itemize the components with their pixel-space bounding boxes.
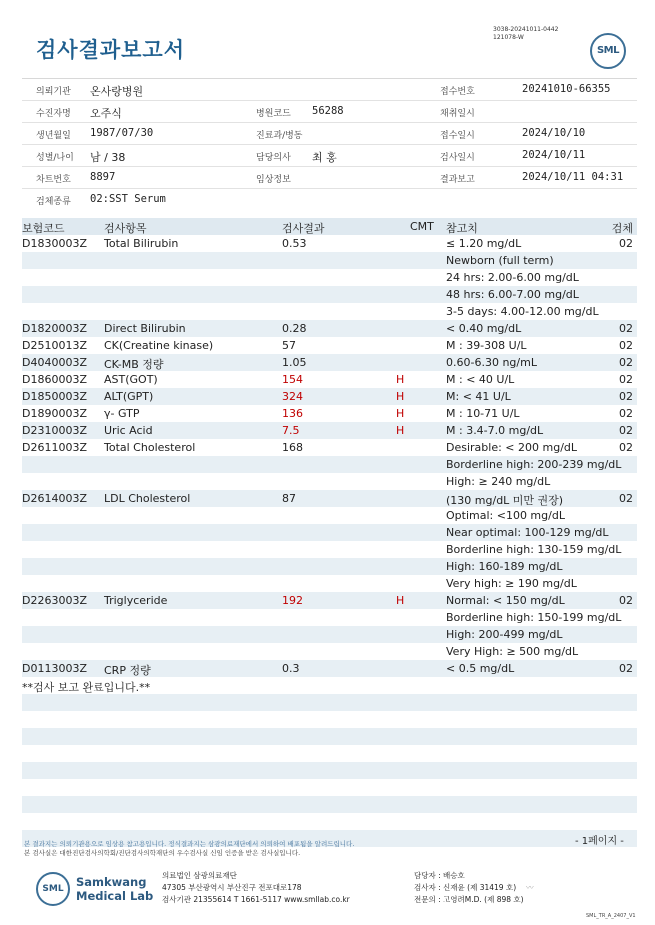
cell-result: 324	[282, 390, 303, 403]
cell-result: 154	[282, 373, 303, 386]
cell-cmt: H	[396, 373, 405, 386]
cell-code: D4040003Z	[22, 356, 87, 369]
label-specimen-type: 검체종류	[36, 197, 71, 207]
cell-result: 7.5	[282, 424, 300, 437]
label-receipt-date: 접수일시	[440, 131, 475, 141]
cell-spec: 02	[619, 407, 633, 420]
table-row	[22, 677, 637, 694]
cell-result: 192	[282, 594, 303, 607]
signature-icon: 〰︎	[526, 883, 534, 892]
table-row	[22, 235, 637, 252]
footer-staff-1: 담당자 : 배승호	[414, 871, 465, 880]
document-id	[493, 26, 558, 42]
cell-code: **검사 보고 완료입니다.**	[22, 681, 151, 694]
col-code: 보험코드	[22, 222, 65, 235]
cell-ref: M : < 40 U/L	[446, 373, 515, 386]
label-receipt-no: 접수번호	[440, 87, 475, 97]
header-row-6	[22, 189, 637, 210]
cell-ref: < 0.40 mg/dL	[446, 322, 522, 335]
cell-ref: M : 39-308 U/L	[446, 339, 527, 352]
cell-spec: 02	[619, 441, 633, 454]
table-row	[22, 473, 637, 490]
table-row-empty	[22, 728, 637, 745]
label-institution: 의뢰기관	[36, 87, 71, 97]
cell-spec: 02	[619, 390, 633, 403]
value-chart: 8897	[90, 171, 116, 183]
cell-ref: High: ≥ 240 mg/dL	[446, 475, 551, 488]
label-chart: 차트번호	[36, 175, 71, 185]
cell-spec: 02	[619, 339, 633, 352]
table-row	[22, 558, 637, 575]
cell-ref: Very high: ≥ 190 mg/dL	[446, 577, 577, 590]
cell-ref: Optimal: <100 mg/dL	[446, 509, 565, 522]
label-report-date: 결과보고	[440, 175, 475, 185]
table-row	[22, 490, 637, 507]
cell-ref: Near optimal: 100-129 mg/dL	[446, 526, 609, 539]
footer-org-line-2: Medical Lab	[76, 889, 154, 903]
table-row-empty	[22, 813, 637, 830]
cell-item: Uric Acid	[104, 424, 153, 437]
cell-ref: (130 mg/dL 미만 권장)	[446, 494, 564, 507]
value-receipt-no: 20241010-66355	[522, 83, 611, 95]
cell-item: Total Bilirubin	[104, 237, 179, 250]
cell-code: D2510013Z	[22, 339, 87, 352]
cell-code: D1820003Z	[22, 322, 87, 335]
value-institution: 온사랑병원	[90, 85, 144, 98]
table-row	[22, 405, 637, 422]
cell-spec: 02	[619, 237, 633, 250]
cell-item: CK(Creatine kinase)	[104, 339, 214, 352]
cell-ref: Desirable: < 200 mg/dL	[446, 441, 578, 454]
cell-code: D2614003Z	[22, 492, 87, 505]
footer-org-line-1: Samkwang	[76, 875, 147, 889]
label-birth: 생년월일	[36, 131, 71, 141]
cell-ref: M: < 41 U/L	[446, 390, 511, 403]
value-sex-age: 남 / 38	[90, 151, 126, 164]
label-ward: 진료과/병동	[256, 131, 303, 141]
cell-item: AST(GOT)	[104, 373, 158, 386]
cell-ref: Borderline high: 150-199 mg/dL	[446, 611, 622, 624]
table-row	[22, 388, 637, 405]
results-table-header	[22, 218, 637, 235]
footer-note-2: 본 검사실은 대한진단검사의학회/진단검사의학재단의 우수검사실 신임 인증을 받은 검사실입니다.	[24, 849, 301, 857]
col-item: 검사항목	[104, 222, 147, 235]
label-collection-date: 채취일시	[440, 109, 475, 119]
cell-code: D1830003Z	[22, 237, 87, 250]
cell-spec: 02	[619, 373, 633, 386]
cell-spec: 02	[619, 356, 633, 369]
cell-ref: Normal: < 150 mg/dL	[446, 594, 565, 607]
footer-note-1: 본 결과지는 의뢰기관용으로 임상용 참고용입니다. 정식결과지는 삼광의료재단에서 의뢰하여 배포됨을 알려드립니다.	[24, 840, 355, 848]
value-specimen-type: 02:SST Serum	[90, 193, 166, 205]
table-row	[22, 286, 637, 303]
footer-address-1: 의료법인 삼광의료재단	[162, 871, 237, 880]
cell-code: D1860003Z	[22, 373, 87, 386]
cell-code: D0113003Z	[22, 662, 87, 675]
cell-cmt: H	[396, 407, 405, 420]
table-row-empty	[22, 711, 637, 728]
value-doctor: 최 홍	[312, 151, 337, 164]
cell-item: γ- GTP	[104, 407, 140, 420]
value-test-date: 2024/10/11	[522, 149, 586, 161]
form-code: SML_TR_A_2407_V1	[586, 913, 636, 919]
table-row	[22, 269, 637, 286]
cell-cmt: H	[396, 390, 405, 403]
table-row-empty	[22, 796, 637, 813]
cell-result: 1.05	[282, 356, 307, 369]
table-row	[22, 643, 637, 660]
table-row	[22, 320, 637, 337]
cell-spec: 02	[619, 424, 633, 437]
table-row	[22, 660, 637, 677]
cell-ref: High: 200-499 mg/dL	[446, 628, 563, 641]
patient-info-header	[22, 78, 637, 210]
cell-item: CK-MB 정량	[104, 358, 164, 371]
value-report-date: 2024/10/11 04:31	[522, 171, 624, 183]
cell-code: D2263003Z	[22, 594, 87, 607]
footer-staff-3: 전문의 : 고영려M.D. (제 898 호)	[414, 895, 524, 904]
col-ref: 참고치	[446, 222, 478, 235]
footer-staff-2-text: 검사자 : 신재윤 (제 31419 호)	[414, 883, 517, 892]
table-row-empty	[22, 779, 637, 796]
cell-item: CRP 정량	[104, 664, 151, 677]
label-test-date: 검사일시	[440, 153, 475, 163]
cell-result: 0.3	[282, 662, 300, 675]
cell-result: 0.53	[282, 237, 307, 250]
cell-ref: 0.60-6.30 ng/mL	[446, 356, 537, 369]
cell-ref: 24 hrs: 2.00-6.00 mg/dL	[446, 271, 579, 284]
header-row-3	[22, 123, 637, 145]
table-row	[22, 575, 637, 592]
cell-item: Total Cholesterol	[104, 441, 196, 454]
header-row-1	[22, 79, 637, 101]
cell-result: 0.28	[282, 322, 307, 335]
cell-ref: < 0.5 mg/dL	[446, 662, 515, 675]
header-row-4	[22, 145, 637, 167]
table-row	[22, 524, 637, 541]
cell-ref: 48 hrs: 6.00-7.00 mg/dL	[446, 288, 579, 301]
col-cmt: CMT	[410, 220, 434, 233]
value-receipt-date: 2024/10/10	[522, 127, 586, 139]
cell-ref: Borderline high: 200-239 mg/dL	[446, 458, 622, 471]
table-row	[22, 541, 637, 558]
cell-code: D2611003Z	[22, 441, 87, 454]
footer-staff-2	[414, 882, 534, 894]
label-hospital-code: 병원코드	[256, 109, 291, 119]
cell-result: 136	[282, 407, 303, 420]
footer-address-2: 47305 부산광역시 부산진구 전포대로178	[162, 883, 302, 892]
value-patient: 오주식	[90, 107, 122, 120]
report-title: 검사결과보고서	[36, 38, 186, 62]
document-id-line-2: 121078-W	[493, 34, 524, 41]
cell-ref: 3-5 days: 4.00-12.00 mg/dL	[446, 305, 599, 318]
table-row	[22, 592, 637, 609]
footer-sml-logo-icon: SML	[36, 872, 70, 906]
sml-logo-icon: SML	[590, 33, 626, 69]
cell-item: Triglyceride	[104, 594, 168, 607]
cell-result: 168	[282, 441, 303, 454]
results-table-body	[22, 235, 637, 847]
cell-ref: ≤ 1.20 mg/dL	[446, 237, 522, 250]
col-spec: 검체	[611, 222, 633, 235]
table-row	[22, 609, 637, 626]
value-hospital-code: 56288	[312, 105, 344, 117]
cell-ref: M : 3.4-7.0 mg/dL	[446, 424, 544, 437]
label-clinical: 임상정보	[256, 175, 291, 185]
document-id-line-1: 3038-20241011-0442	[493, 26, 559, 33]
footer-staff	[414, 870, 534, 906]
cell-cmt: H	[396, 424, 405, 437]
cell-code: D2310003Z	[22, 424, 87, 437]
cell-ref: Borderline high: 130-159 mg/dL	[446, 543, 622, 556]
footer-address-3: 검사기관 21355614 T 1661-5117 www.smllab.co.kr	[162, 895, 350, 904]
table-row	[22, 456, 637, 473]
results-table	[22, 218, 637, 847]
label-patient: 수진자명	[36, 109, 71, 119]
table-row	[22, 507, 637, 524]
cell-cmt: H	[396, 594, 405, 607]
cell-spec: 02	[619, 492, 633, 505]
header-row-5	[22, 167, 637, 189]
table-row	[22, 337, 637, 354]
table-row-empty	[22, 762, 637, 779]
cell-code: D1850003Z	[22, 390, 87, 403]
cell-result: 87	[282, 492, 296, 505]
table-row	[22, 439, 637, 456]
cell-item: ALT(GPT)	[104, 390, 154, 403]
cell-spec: 02	[619, 662, 633, 675]
cell-code: D1890003Z	[22, 407, 87, 420]
label-sex-age: 성별/나이	[36, 153, 74, 163]
value-birth: 1987/07/30	[90, 127, 154, 139]
table-row	[22, 422, 637, 439]
table-row	[22, 303, 637, 320]
header-row-2	[22, 101, 637, 123]
label-doctor: 담당의사	[256, 153, 291, 163]
cell-ref: Very High: ≥ 500 mg/dL	[446, 645, 579, 658]
table-row-empty	[22, 745, 637, 762]
table-row	[22, 252, 637, 269]
footer-notes	[24, 840, 354, 858]
cell-ref: Newborn (full term)	[446, 254, 554, 267]
col-result: 검사결과	[282, 222, 325, 235]
cell-spec: 02	[619, 594, 633, 607]
table-row	[22, 626, 637, 643]
cell-spec: 02	[619, 322, 633, 335]
cell-ref: High: 160-189 mg/dL	[446, 560, 563, 573]
footer-address	[162, 870, 350, 906]
table-row	[22, 371, 637, 388]
table-row-empty	[22, 694, 637, 711]
footer-org-name	[76, 875, 153, 903]
table-row	[22, 354, 637, 371]
cell-item: LDL Cholesterol	[104, 492, 191, 505]
cell-item: Direct Bilirubin	[104, 322, 186, 335]
cell-result: 57	[282, 339, 296, 352]
page-number: - 1페이지 -	[575, 836, 624, 847]
cell-ref: M : 10-71 U/L	[446, 407, 520, 420]
